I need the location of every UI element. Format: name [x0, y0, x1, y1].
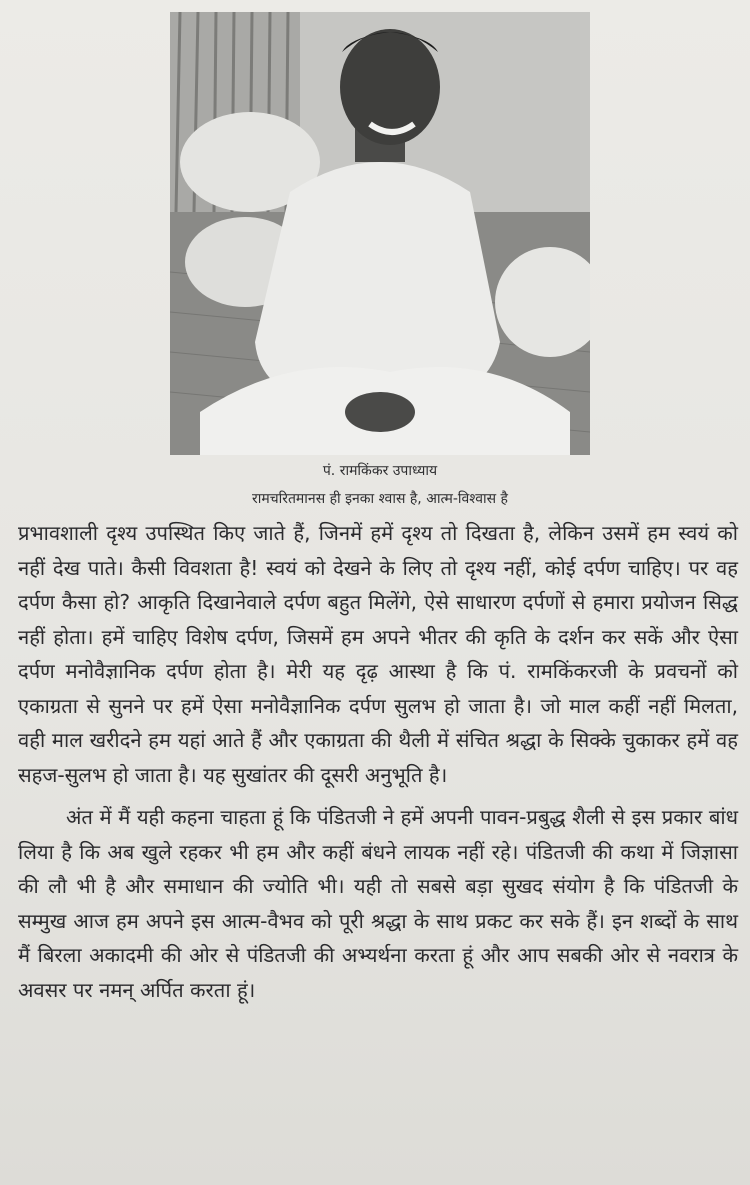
- portrait-photo: [170, 12, 590, 455]
- article-body: [18, 516, 738, 1007]
- paragraph-1: प्रभावशाली दृश्य उपस्थित किए जाते हैं, जिनमें हमें दृश्य तो दिखता है, लेकिन उसमें हम स्वयं को नहीं देख पाते। कैसी विवशता है! स्वयं को देखने के लिए तो दृश्य नहीं, कोई दर्पण चाहिए। पर वह दर्पण कैसा हो? आकृति दिखानेवाले दर्पण बहुत मिलेंगे, ऐसे साधारण दर्पणों से हमारा प्रयोजन सिद्ध नहीं होता। हमें चाहिए विशेष दर्पण, जिसमें हम अपने भीतर की कृति के दर्शन कर सकें और ऐसा दर्पण मनोवैज्ञानिक दर्पण होता है। मेरी यह दृढ़ आस्था है कि पं. रामकिंकरजी के प्रवचनों को एकाग्रता से सुनने पर हमें ऐसा मनोवैज्ञानिक दर्पण सुलभ हो जाता है। जो माल कहीं नहीं मिलता, वही माल खरीदने हम यहां आते हैं और एकाग्रता की थैली में संचित श्रद्धा के सिक्के चुकाकर हमें वह सहज-सुलभ हो जाता है। यह सुखांतर की दूसरी अनुभूति है।: [18, 521, 738, 787]
- paragraph-2: अंत में मैं यही कहना चाहता हूं कि पंडितजी ने हमें अपनी पावन-प्रबुद्ध शैली से इस प्रकार बांध लिया है कि अब खुले रहकर भी हम और कहीं बंधने लायक नहीं रहे। पंडितजी की कथा में जिज्ञासा की लौ भी है और समाधान की ज्योति भी। यही तो सबसे बड़ा सुखद संयोग है कि पंडितजी के सम्मुख आज हम अपने इस आत्म-वैभव को पूरी श्रद्धा के साथ प्रकट कर सके हैं। इन शब्दों के साथ मैं बिरला अकादमी की ओर से पंडितजी की अभ्यर्थना करता हूं और आप सबकी ओर से नवरात्र के अवसर पर नमन् अर्पित करता हूं।: [18, 805, 738, 1002]
- photo-caption-name: पं. रामकिंकर उपाध्याय: [322, 463, 438, 479]
- photo-caption-quote: रामचरितमानस ही इनका श्वास है, आत्म-विश्वास है: [251, 491, 508, 507]
- portrait-photo-drawing: [170, 12, 590, 455]
